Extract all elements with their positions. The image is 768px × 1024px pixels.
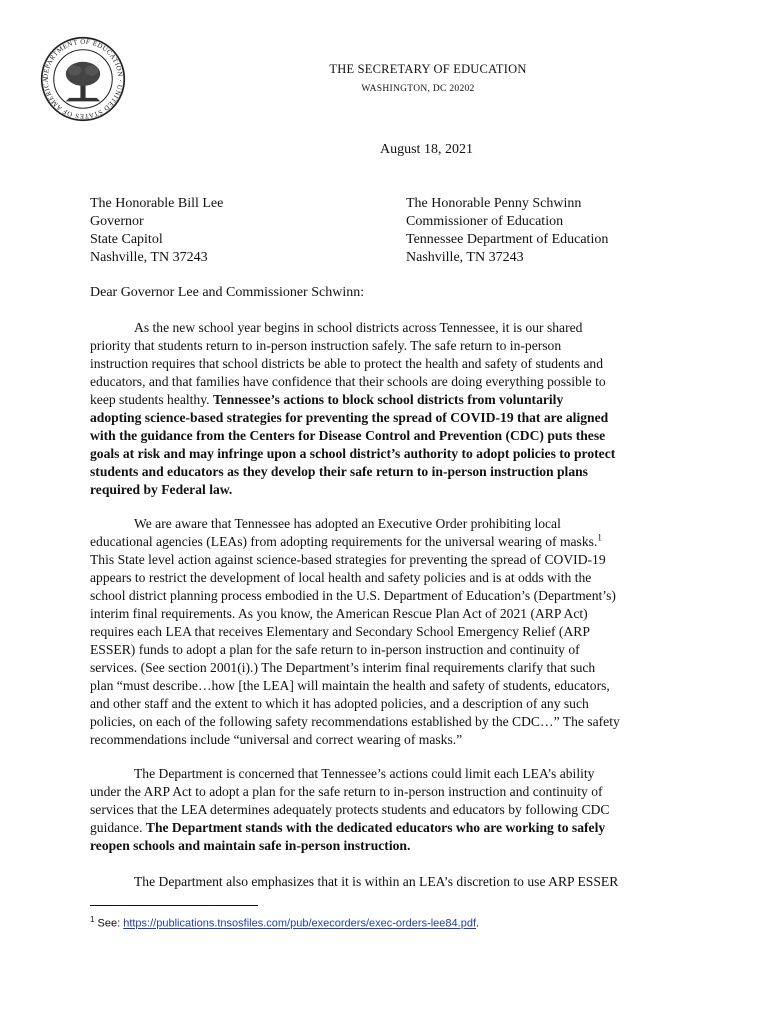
footnote-suffix: . (476, 917, 480, 930)
salutation: Dear Governor Lee and Commissioner Schwinn: (90, 285, 365, 300)
footnote-prefix: See: (97, 917, 124, 930)
paragraph-line: ESSER) funds to adopt a plan for the safe return to in-person instruction and continuity of (90, 642, 580, 657)
paragraph-line: This State level action against science-based strategies for preventing the spread of COVID-19 (90, 552, 606, 567)
footnote-link[interactable]: https://publications.tnsosfiles.com/pub/execorders/exec-orders-lee84.pdf (123, 917, 476, 930)
paragraph-line: plan “must describe…how [the LEA] will maintain the health and safety of students, educators, (90, 678, 610, 693)
paragraph-text: keep students healthy. (90, 392, 213, 407)
paragraph-line: services that the LEA determines adequately protects students and educators by following CDC (90, 802, 610, 817)
recipient-line: State Capitol (90, 232, 163, 247)
paragraph-1 (90, 319, 680, 499)
paragraph-line: under the ARP Act to adopt a plan for the safe return to in-person instruction and continuity of (90, 784, 603, 799)
paragraph-text: guidance. (90, 820, 146, 835)
recipient-block-left (90, 195, 223, 267)
paragraph-line (90, 819, 680, 837)
paragraph-line: instruction requires that school districts be able to protect the health and safety of students and (90, 356, 604, 371)
paragraph-line: The Department also emphasizes that it is within an LEA’s discretion to use ARP ESSER (134, 874, 619, 889)
recipient-line: Governor (90, 214, 144, 229)
paragraph-line: appears to restrict the development of local health and safety policies and is at odds with the (90, 570, 592, 585)
emphasis-line: with the guidance from the Centers for Disease Control and Prevention (CDC) puts these (90, 428, 606, 443)
letterhead-address: WASHINGTON, DC 20202 (361, 84, 475, 94)
recipient-line: Commissioner of Education (406, 214, 564, 229)
recipient-line: The Honorable Penny Schwinn (406, 196, 582, 211)
paragraph-line: We are aware that Tennessee has adopted an Executive Order prohibiting local (134, 516, 561, 531)
footnote-divider (90, 905, 258, 906)
paragraph-line: The Department is concerned that Tennessee’s actions could limit each LEA’s ability (134, 766, 595, 781)
paragraph-line: interim final requirements. As you know, the American Rescue Plan Act of 2021 (ARP Act) (90, 606, 588, 621)
paragraph-line: requires each LEA that receives Elementary and Secondary School Emergency Relief (ARP (90, 624, 590, 639)
paragraph-text: educational agencies (LEAs) from adopting requirements for the universal wearing of masks. (90, 534, 598, 549)
paragraph-3 (90, 765, 680, 855)
paragraph-4 (90, 873, 680, 891)
recipient-line: Nashville, TN 37243 (90, 250, 208, 265)
emphasis-line: reopen schools and maintain safe in-person instruction. (90, 838, 411, 853)
recipient-line: Tennessee Department of Education (406, 232, 609, 247)
recipient-block-right (406, 195, 608, 267)
emphasis-text: Tennessee’s actions to block school districts from voluntarily (212, 392, 564, 407)
svg-text:DEPARTMENT OF EDUCATION · UNIT: DEPARTMENT OF EDUCATION · UNITED STATES OF AMERICA (42, 38, 124, 120)
letterhead-title: THE SECRETARY OF EDUCATION (329, 62, 527, 76)
recipient-line: Nashville, TN 37243 (406, 250, 524, 265)
paragraph-line: policies, on each of the following safety recommendations established by the CDC…” The safety (90, 714, 620, 729)
paragraph-line: recommendations include “universal and correct wearing of masks.” (90, 732, 463, 747)
emphasis-line: adopting science-based strategies for preventing the spread of COVID-19 that are aligned (90, 410, 609, 425)
paragraph-line: As the new school year begins in school districts across Tennessee, it is our shared (134, 320, 583, 335)
footnote-reference[interactable]: 1 (597, 532, 602, 543)
paragraph-2 (90, 515, 680, 749)
paragraph-line: priority that students return to in-person instruction safely. The safe return to in-person (90, 338, 562, 353)
footnote (90, 915, 479, 930)
paragraph-line: school district planning process embodied in the U.S. Department of Education’s (Department’s) (90, 588, 616, 603)
footnote-number: 1 (90, 915, 95, 924)
emphasis-line: goals at risk and may infringe upon a school district’s authority to adopt policies to protect (90, 446, 616, 461)
paragraph-line: educators, and that families have confidence that their schools are doing everything possible to (90, 374, 606, 389)
paragraph-line (90, 533, 680, 551)
emphasis-text: The Department stands with the dedicated educators who are working to safely (145, 820, 606, 835)
paragraph-line: and other staff and the extent to which it has adopted policies, and a description of any such (90, 696, 589, 711)
recipient-line: The Honorable Bill Lee (90, 196, 224, 211)
paragraph-line: services. (See section 2001(i).) The Department’s interim final requirements clarify that such (90, 660, 596, 675)
emphasis-line: required by Federal law. (90, 482, 233, 497)
emphasis-line: students and educators as they develop their safe return to in-person instruction plans (90, 464, 588, 479)
paragraph-line (90, 391, 680, 409)
letter-date: August 18, 2021 (380, 142, 473, 157)
department-of-education-seal (40, 36, 126, 122)
